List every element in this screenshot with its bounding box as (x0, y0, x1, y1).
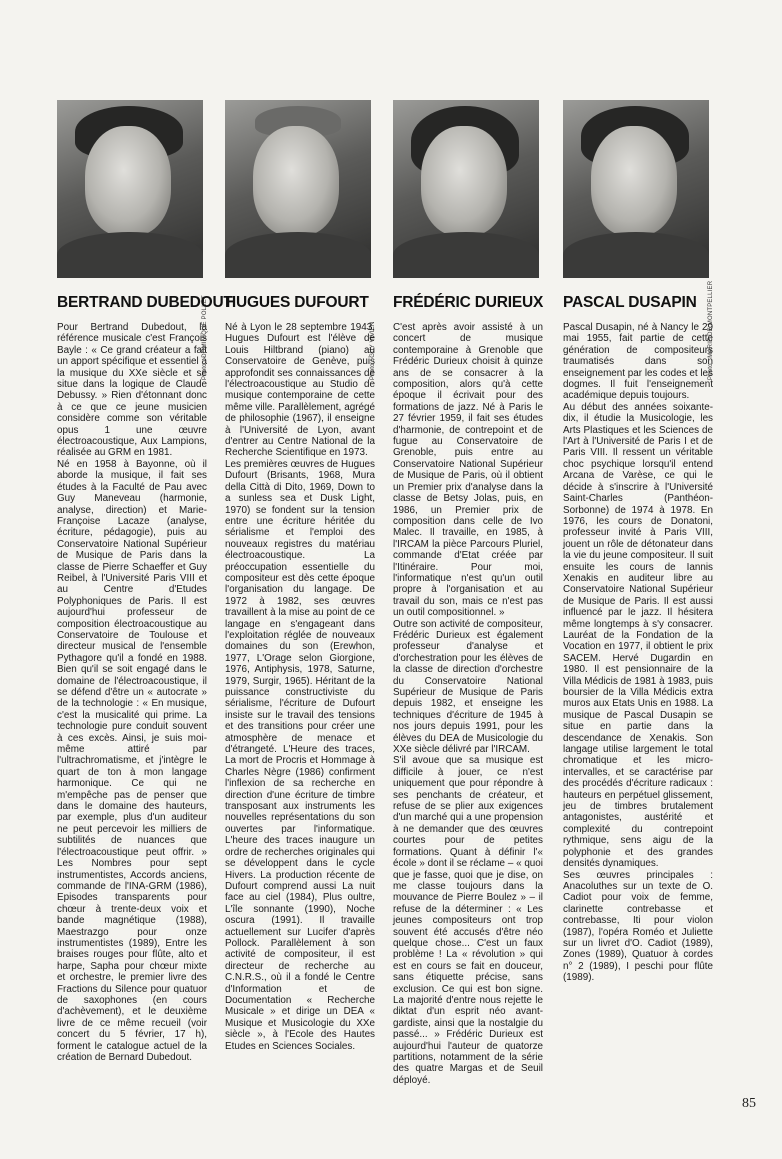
column-dubedout (57, 100, 233, 1063)
composer-name: FRÉDÉRIC DURIEUX (393, 294, 544, 311)
portrait-photo (393, 100, 539, 278)
photo-credit: Photo : MARIE DE MONTPELLIER (708, 280, 714, 380)
column-dufourt (225, 100, 400, 1052)
biography-text: Pour Bertrand Dubedout, la référence musicale c'est François Bayle : « Ce grand créateur a fait un apport spécifique et essentiel à la musique du XXe siècle et se situe dans la logique de Claude Debussy. » Rien d'étonnant donc à ce que ce jeune musicien considère comme son véritable opus 1 une œuvre électroacoustique, Aux Lampions, réalisée au GRM en 1981. Né en 1958 à Bayonne, où il aborde la musique, il fait ses études à la Faculté de Pau avec Guy Maneveau (harmonie, analyse, direction) et Marie-Françoise Lacaze (analyse, écriture, pédagogie), puis au Conservatoire National Supérieur de Musique de Paris dans la classe de Pierre Schaeffer et Guy Reibel, à l'Université Paris VIII et au Centre d'Etudes Polyphoniques de Paris. Il est aujourd'hui professeur de composition électroacoustique au Conservatoire de Toulouse et directeur musical de l'ensemble Pythagore qu'il a fondé en 1988. Bien qu'il se soit engagé dans le domaine de l'électroacoustique, il se défend d'être un « autocrate » de la technologie : « En musique, c'est la musicalité qui prime. La technologie pure conduit souvent à ces excès. Ainsi, je suis moi-même attiré par l'ultrachromatisme, et j'intègre le quart de ton à mon langage harmonique. Ce qui ne m'empêche pas de penser que dans le domaine des hauteurs, par exemple, plus d'un auditeur ne peut percevoir les milliers de subtilités de nuances que l'électroacoustique peut offrir. » Les Nombres pour sept instrumentistes, Accords anciens, commande de l'INA-GRM (1986), Episodes transparents pour chœur à trente-deux voix et bande magnétique (1988), Maestrazgo pour onze instrumentistes (1989), Entre les braises rouges pour flûte, alto et harpe, Sapha pour chœur mixte et orchestre, le premier livre des Fractions du Silence pour quatuor de saxophones (en cours d'achèvement), et le deuxième livre de ce même recueil (voir concert du 5 février, 17 h), forment le catalogue actuel de la création de Bernard Dubedout. (57, 322, 207, 1063)
photo-credit: Photo : DOMINIQUE POLLET (202, 295, 208, 380)
composer-name: PASCAL DUSAPIN (563, 294, 697, 311)
portrait-photo (225, 100, 371, 278)
composer-name: HUGUES DUFOURT (225, 294, 369, 311)
photo-credit: Photo : GUY VIVIEN (370, 321, 376, 380)
portrait-photo (57, 100, 203, 278)
biography-text: Né à Lyon le 28 septembre 1943, Hugues Dufourt est l'élève de Louis Hiltbrand (piano) au Conservatoire de Genève, puis approfondit ses connaissances de l'électroacoustique au Studio de musique contemporaine de cette même ville. Parallèlement, agrégé de philosophie (1967), il enseigne à l'Université de Lyon, avant d'entrer au Centre National de la Recherche Scientifique en 1973. Les premières œuvres de Hugues Dufourt (Brisants, 1968, Mura della Città di Dito, 1969, Down to a sunless sea et Dusk Light, 1970) se fondent sur la tension entre une écriture héritée du sérialisme et l'emploi des nouveaux registres du matériau électroacoustique. La préoccupation essentielle du compositeur est dès cette époque l'organisation du langage. De 1972 à 1982, ses œuvres travaillent à la mise au point de ce langage en s'engageant dans l'exploitation réglée de nouveaux domaines du son (Erewhon, 1977, L'Orage selon Giorgione, 1976, Antiphysis, 1978, Saturne, 1979, Surgir, 1965). Héritant de la puissance constructiviste du sérialisme, l'écriture de Dufourt insiste sur le travail des tensions et des transitions pour créer une atmosphère de menace et d'étrangeté. L'Heure des traces, La mort de Procris et Hommage à Charles Nègre (1986) confirment l'inflexion de sa recherche en direction d'une écriture de timbre transposant aux instruments les nouvelles représentations du son ouvertes par l'informatique. L'heure des traces inaugure un ordre de recherches originales qui se développent dans le cycle Hivers. La production récente de Dufourt comprend aussi La nuit face au ciel (1984), Plus oultre, L'île sonnante (1990), Noche oscura (1991). Il travaille actuellement sur Lucifer d'après Pollock. Parallèlement à son activité de compositeur, il est directeur de recherche au C.N.R.S., où il a fondé le Centre d'Information et de Documentation « Recherche Musicale » et dirige un DEA « Musique et Musicologie du XXe siècle », à l'Ecole des Hautes Etudes en Sciences Sociales. (225, 322, 375, 1052)
portrait-photo (563, 100, 709, 278)
column-dusapin (563, 100, 738, 984)
composer-name: BERTRAND DUBEDOUT (57, 294, 233, 311)
page-number: 85 (742, 1096, 756, 1111)
biography-text: C'est après avoir assisté à un concert de musique contemporaine à Grenoble que Frédéric Durieux choisit à quinze ans de se consacrer à la composition, alors qu'à cette époque il écrivait pour des formations de jazz. Né à Paris le 27 février 1959, il fait ses études d'harmonie, de contrepoint et de fugue au Conservatoire de Grenoble, puis entre au Conservatoire National Supérieur de Musique de Paris, où il obtient un Premier prix d'analyse dans la classe de Betsy Jolas, puis, en 1986, un Premier prix de composition dans celle de Ivo Malec. Il travaille, en 1985, à l'IRCAM la pièce Parcours Pluriel, commande d'Etat créée par l'Itinéraire. Pour moi, l'informatique n'est qu'un outil propre à l'organisation et au travail du son, mais ce n'est pas un outil compositionnel. » Outre son activité de compositeur, Frédéric Durieux est également professeur d'analyse et d'orchestration pour les élèves de la classe de direction d'orchestre du Conservatoire National Supérieur de Musique de Paris depuis 1982, et enseigne les techniques d'écriture de 1945 à nos jours depuis 1991, pour les élèves du DEA de Musicologie du XXe siècle délivré par l'IRCAM. S'il avoue que sa musique est difficile à jouer, ce n'est uniquement que pour répondre à ses penchants de créateur, et refuse de se plier aux exigences d'un marché qui a une propension à ne demander que des œuvres courtes pour de petites formations. Quant à définir l'« école » dont il se réclame – « quoi que je fasse, quoi que je dise, on me classe toujours dans la mouvance de Pierre Boulez » – il refuse de la déterminer : « Les jeunes compositeurs ont trop souvent été accusés d'être néo quelque chose... C'est un faux problème ! La « révolution » qui est en cours se fait en douceur, sans étiquette précise, sans exclusion. Ce qui est bon signe. La majorité d'entre nous rejette le diktat d'un esprit néo avant-gardiste, ainsi que la nostalgie du passé... » Frédéric Durieux est aujourd'hui l'auteur de quatorze partitions, notamment de la série des quatre Margas et de Seuil déployé. (393, 322, 543, 1086)
column-durieux (393, 100, 568, 1086)
biography-text: Pascal Dusapin, né à Nancy le 29 mai 1955, fait partie de cette génération de compositeurs traumatisés dans son enseignement par les codes et les dogmes. Il fuit l'enseignement académique depuis toujours. Au début des années soixante-dix, il étudie la Musicologie, les Arts Plastiques et les Sciences de l'Art à l'Université de Paris I et de Paris VIII. Il ressent un véritable choc psychique lorsqu'il entend Arcana de Varèse, ce qui le décide à s'inscrire à l'Université Saint-Charles (Panthéon-Sorbonne) de 1974 à 1978. En 1976, les cours de Donatoni, professeur invité à Paris VIII, jouent un rôle de détonateur dans la vie du jeune compositeur. Il suit ensuite les cours de Iannis Xenakis en auditeur libre au Conservatoire National Supérieur de Musique de Paris. Il est aussi influencé par le jazz. Il hésitera même longtemps à s'y consacrer. Lauréat de la Fondation de la Vocation en 1977, il obtient le prix SACEM. Hervé Dugardin en 1980. Il est pensionnaire de la Villa Médicis de 1981 à 1983, puis boursier de la Villa Médicis extra muros aux Etats Unis en 1988. La musique de Pascal Dusapin se situe en partie dans la descendance de Xenakis. Son langage utilise largement le total chromatique et les micro-intervalles, et se caractérise par des procédés d'écriture radicaux : hauteurs en perpétuel glissement, jeu de timbres brutalement antagonistes, austérité et complexité du contrepoint rythmique, sens aigu de la polyphonie et des grandes densités dynamiques. Ses œuvres principales : Anacoluthes sur un texte de O. Cadiot pour voix de femme, clarinette contrebasse et contrebasse, Iti pour violon (1987), l'opéra Roméo et Juliette sur un livret d'O. Cadiot (1989), Zones (1989), Quatuor à cordes n° 2 (1989), I peschi pour flûte (1989). (563, 322, 713, 984)
